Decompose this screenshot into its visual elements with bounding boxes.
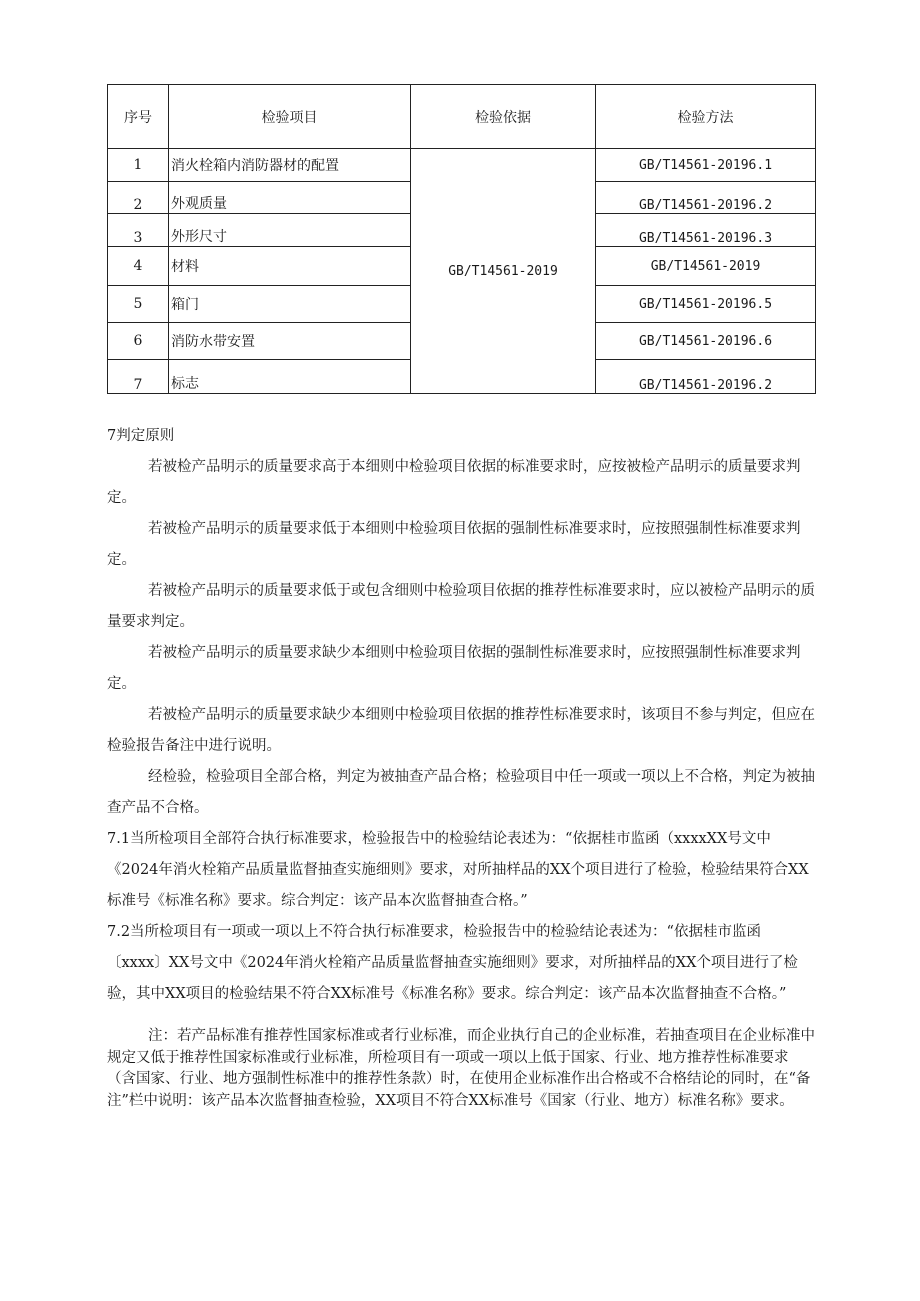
header-no: 序号 [108,85,169,149]
basis-value: GB/T14561-2019 [448,264,558,279]
row-item: 标志 [169,360,411,394]
row-method: GB/T14561-20196.6 [596,323,816,360]
row-item: 消火栓箱内消防器材的配置 [169,149,411,182]
paragraph: 若被检产品明示的质量要求低于或包含细则中检验项目依据的推荐性标准要求时，应以被检产品明示的质量要求判定。 [107,583,815,630]
row-item: 材料 [169,247,411,286]
row-method: GB/T14561-20196.5 [596,286,816,323]
note-paragraph: 注：若产品标准有推荐性国家标准或者行业标准，而企业执行自己的企业标准，若抽查项目在企业标准中规定又低于推荐性国家标准或行业标准，所检项目有一项或一项以上低于国家、行业、地方推荐性标准要求（含国家、行业、地方强制性标准中的推荐性条款）时，在使用企业标准作出合格或不合格结论的同时，在“备注”栏中说明：该产品本次监督抽查检验，XX项目不符合XX标准号《国家（行业、地方）标准名称》要求。 [107,1028,815,1109]
basis-merged-cell [411,149,596,394]
row-no: 2 [108,182,169,214]
paragraph: 经检验，检验项目全部合格，判定为被抽查产品合格；检验项目中任一项或一项以上不合格，判定为被抽查产品不合格。 [107,769,815,816]
row-no: 7 [108,360,169,394]
row-method: GB/T14561-20196.2 [596,360,816,394]
header-basis: 检验依据 [411,85,596,149]
inspection-table [107,84,816,394]
paragraph: 若被检产品明示的质量要求低于本细则中检验项目依据的强制性标准要求时，应按照强制性标准要求判定。 [107,521,801,568]
row-method: GB/T14561-20196.3 [596,214,816,247]
table-header-row [108,85,816,149]
row-no: 6 [108,323,169,360]
table-row [108,149,816,182]
header-method: 检验方法 [596,85,816,149]
header-item: 检验项目 [169,85,411,149]
paragraph: 若被检产品明示的质量要求缺少本细则中检验项目依据的推荐性标准要求时，该项目不参与判定，但应在检验报告备注中进行说明。 [107,707,815,754]
paragraph: 若被检产品明示的质量要求缺少本细则中检验项目依据的强制性标准要求时，应按照强制性标准要求判定。 [107,645,801,692]
row-no: 5 [108,286,169,323]
clause-7-1: 7.1当所检项目全部符合执行标准要求，检验报告中的检验结论表述为：“依据桂市监函（xxxxXX号文中《2024年消火栓箱产品质量监督抽查实施细则》要求，对所抽样品的XX个项目进行了检验，检验结果符合XX标准号《标准名称》要求。综合判定：该产品本次监督抽查合格。” [107,831,809,909]
row-no: 3 [108,214,169,247]
row-method: GB/T14561-2019 [596,247,816,286]
paragraphs-block [107,452,815,1010]
row-method: GB/T14561-20196.2 [596,182,816,214]
row-method: GB/T14561-20196.1 [596,149,816,182]
row-item: 外形尺寸 [169,214,411,247]
row-no: 4 [108,247,169,286]
row-item: 外观质量 [169,182,411,214]
row-no: 1 [108,149,169,182]
section-heading: 7判定原则 [107,428,175,444]
paragraph: 若被检产品明示的质量要求高于本细则中检验项目依据的标准要求时，应按被检产品明示的质量要求判定。 [107,459,801,506]
row-item: 消防水带安置 [169,323,411,360]
row-item: 箱门 [169,286,411,323]
clause-7-2: 7.2当所检项目有一项或一项以上不符合执行标准要求，检验报告中的检验结论表述为：“依据桂市监函〔xxxx〕XX号文中《2024年消火栓箱产品质量监督抽查实施细则》要求，对所抽样品的XX个项目进行了检验，其中XX项目的检验结果不符合XX标准号《标准名称》要求。综合判定：该产品本次监督抽查不合格。” [107,924,798,1002]
